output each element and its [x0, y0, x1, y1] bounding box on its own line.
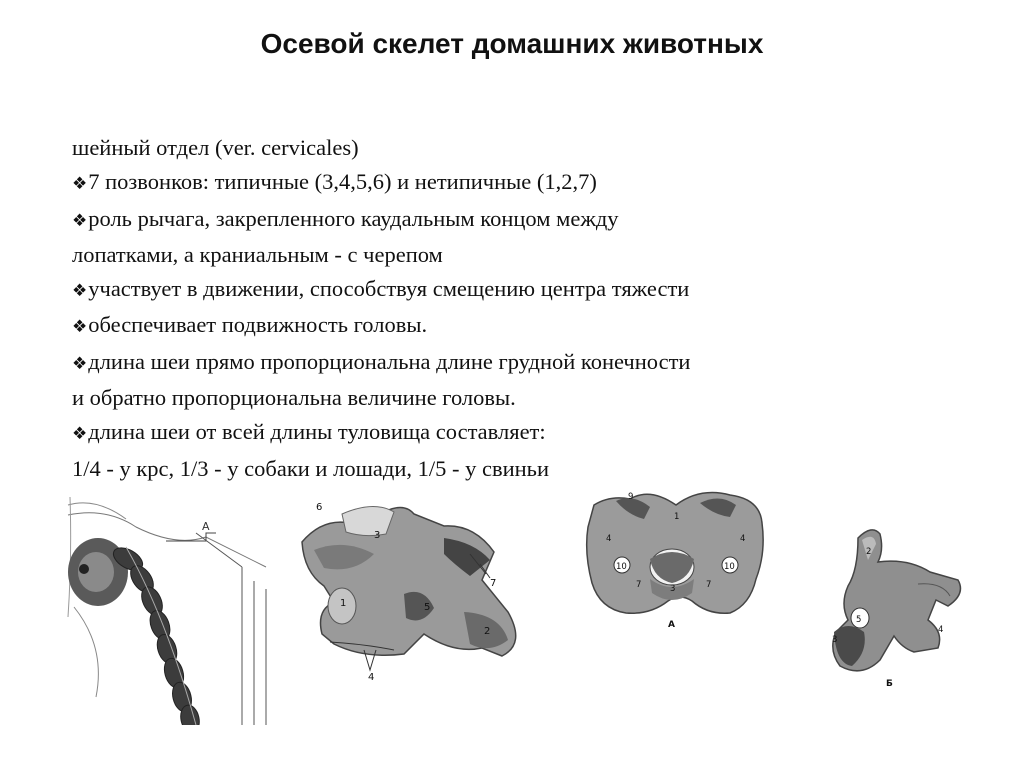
- axis-illustration: [818, 520, 968, 690]
- figure-label: 2: [484, 626, 491, 637]
- line-text: 1/4 - у крс, 1/3 - у собаки и лошади, 1/5 - у свиньи: [72, 455, 549, 481]
- vertebra-lateral-illustration: [294, 494, 534, 684]
- figure-label: 10: [724, 562, 735, 572]
- bullet-line: [72, 165, 892, 201]
- text-line: [72, 238, 892, 272]
- diamond-bullet-icon: ❖: [72, 174, 88, 194]
- figure-label: 7: [706, 580, 712, 590]
- diamond-bullet-icon: ❖: [72, 281, 88, 301]
- figure-label: 6: [316, 502, 323, 513]
- figure-caption: А: [668, 620, 675, 630]
- line-text: длина шеи прямо пропорциональна длине грудной конечности: [88, 348, 691, 374]
- atlas-illustration: [580, 483, 768, 633]
- diamond-bullet-icon: ❖: [72, 317, 88, 337]
- neck-skeleton-illustration: [66, 497, 272, 725]
- bullet-line: [72, 272, 892, 308]
- figure-label: 7: [490, 578, 497, 589]
- figure-label: 5: [856, 615, 862, 625]
- text-line: [72, 452, 892, 486]
- bullet-line: [72, 308, 892, 344]
- figure-label: 7: [636, 580, 642, 590]
- text-line: [72, 381, 892, 415]
- figure-label: 5: [424, 602, 431, 613]
- figure-label: 1: [674, 512, 680, 522]
- diamond-bullet-icon: ❖: [72, 424, 88, 444]
- bullet-line: [72, 202, 892, 238]
- diamond-bullet-icon: ❖: [72, 353, 88, 373]
- text-block: [72, 131, 892, 486]
- line-text: длина шеи от всей длины туловища составляет:: [88, 419, 546, 445]
- line-text: роль рычага, закрепленного каудальным концом между: [88, 205, 619, 231]
- figure-label: 4: [368, 672, 375, 683]
- line-text: 7 позвонков: типичные (3,4,5,6) и нетипичные (1,2,7): [88, 169, 597, 195]
- bullet-line: [72, 415, 892, 451]
- figure-label: 3: [832, 635, 838, 645]
- figure-label: 2: [866, 547, 872, 557]
- figure-label: А: [202, 520, 210, 533]
- figure-label: 4: [938, 625, 944, 635]
- line-text: шейный отдел (ver. cervicales): [72, 135, 359, 160]
- figure-caption: Б: [886, 679, 893, 689]
- figure-label: 10: [616, 562, 627, 572]
- figure-label: 4: [740, 534, 746, 544]
- figure-label: 3: [374, 530, 381, 541]
- figure-label: 9: [628, 492, 634, 502]
- figure-label: 3: [670, 584, 676, 594]
- slide-title: Осевой скелет домашних животных: [260, 28, 764, 59]
- diamond-bullet-icon: ❖: [72, 210, 88, 230]
- line-text: и обратно пропорциональна величине головы.: [72, 385, 516, 411]
- text-line: [72, 131, 892, 165]
- line-text: участвует в движении, способствуя смещению центра тяжести: [88, 276, 690, 302]
- figure-label: 1: [340, 598, 347, 609]
- bullet-line: [72, 345, 892, 381]
- line-text: лопатками, а краниальным - с черепом: [72, 241, 443, 267]
- figure-label: 4: [606, 534, 612, 544]
- line-text: обеспечивает подвижность головы.: [88, 312, 428, 338]
